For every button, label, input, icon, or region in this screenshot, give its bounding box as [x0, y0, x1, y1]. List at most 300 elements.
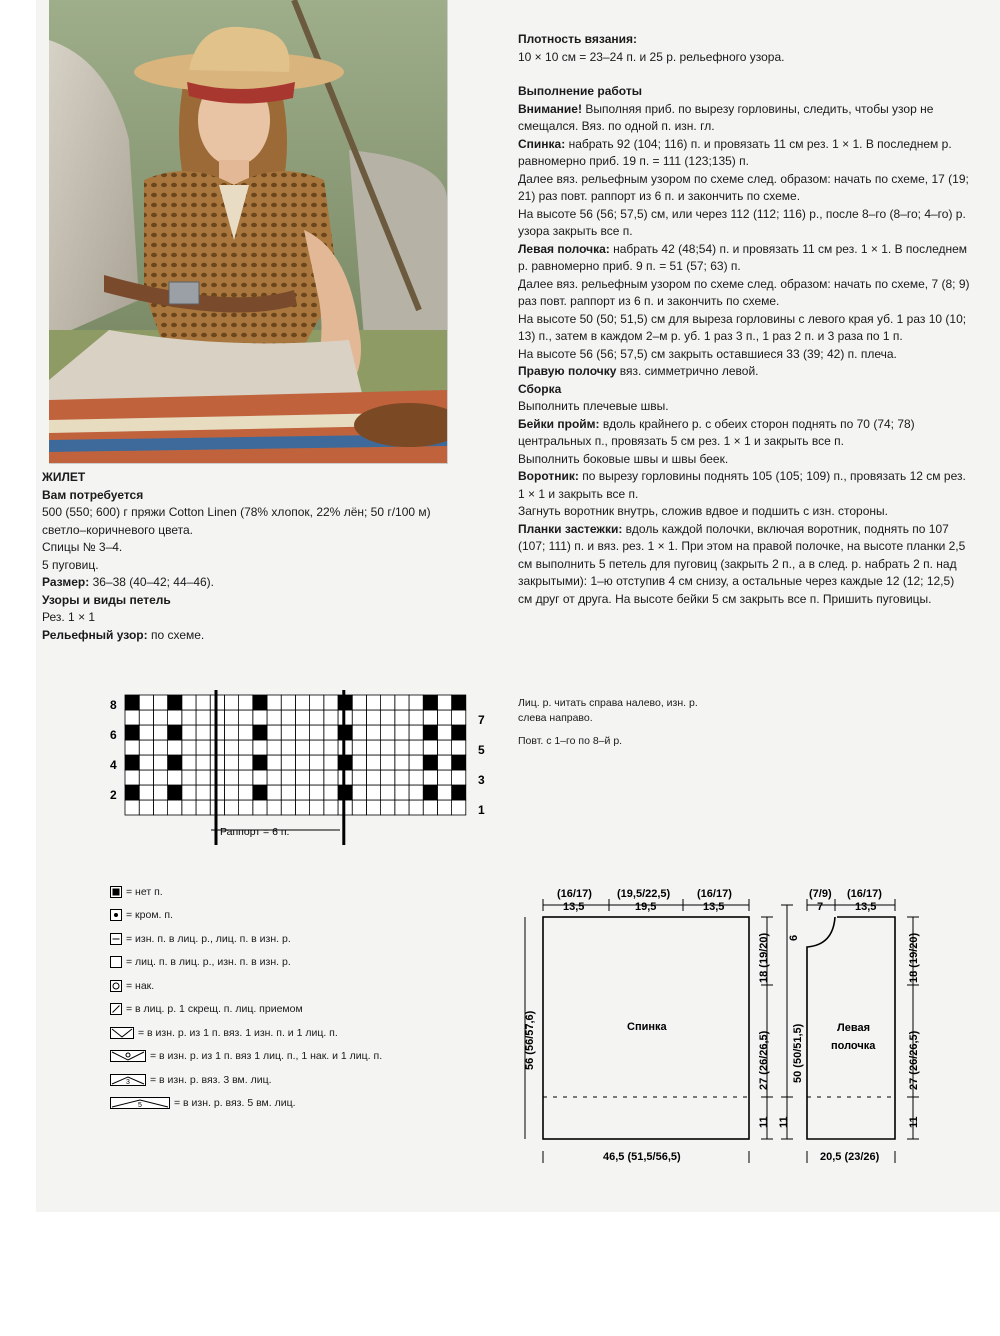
chart-cell	[139, 740, 153, 755]
front-width-dim: 20,5 (23/26)	[820, 1151, 880, 1163]
assembly-heading: Сборка	[518, 381, 562, 396]
assembly-text: Выполнить плечевые швы.	[518, 399, 669, 413]
back-top-left-sizes: (16/17)	[557, 888, 592, 900]
chart-cell	[352, 785, 366, 800]
relief-value: по схеме.	[150, 627, 205, 642]
chart-cell	[281, 725, 295, 740]
legend-row	[110, 1021, 450, 1045]
front-total-dim: 50 (50/51,5)	[792, 1023, 804, 1083]
chart-cell	[452, 800, 466, 815]
density-text: 10 × 10 см = 23–24 п. и 25 р. рельефного узора.	[518, 49, 785, 64]
slash-square-icon	[110, 1003, 122, 1015]
chart-cell	[295, 755, 309, 770]
chart-cell	[352, 770, 366, 785]
front-low-dim: 11	[908, 1116, 920, 1128]
chart-cell	[452, 785, 466, 800]
chart-cell	[168, 695, 182, 710]
back-text: набрать 92 (104; 116) п. и провязать 11 см рез. 1 × 1. В последнем р. равномерно приб. 19 п. = 111 (123;135) п.	[518, 136, 952, 168]
chart-cell	[423, 755, 437, 770]
chart-cell	[437, 695, 451, 710]
chart-cell	[224, 695, 238, 710]
chart-cell	[153, 800, 167, 815]
chart-cell	[423, 695, 437, 710]
legend-text: = в изн. р. из 1 п. вяз 1 лиц. п., 1 нак. и 1 лиц. п.	[150, 1050, 383, 1063]
chart-cell	[182, 755, 196, 770]
placket-label: Планки застежки:	[518, 521, 623, 536]
chart-cell	[324, 755, 338, 770]
size-label: Размер:	[42, 575, 90, 589]
svg-text:5: 5	[138, 1102, 142, 1110]
chart-cell	[352, 710, 366, 725]
chart-cell	[267, 755, 281, 770]
front-top-a-sizes: (7/9)	[809, 888, 832, 900]
chart-cell	[409, 755, 423, 770]
armhole-label: Бейки пройм:	[518, 416, 600, 431]
row-number-1: 1	[478, 803, 485, 817]
chart-cell	[295, 800, 309, 815]
chart-cell	[437, 785, 451, 800]
chart-cell	[437, 725, 451, 740]
chart-cell	[267, 725, 281, 740]
legend-row	[110, 998, 450, 1022]
chart-cell	[437, 770, 451, 785]
chart-cell	[239, 710, 253, 725]
chart-cell	[423, 740, 437, 755]
chart-cell	[253, 770, 267, 785]
chart-cell	[168, 785, 182, 800]
back-mid-dim: 27 (26/26,5)	[758, 1030, 770, 1090]
chart-cell	[168, 725, 182, 740]
three-dec-shape-icon	[110, 1074, 146, 1086]
chart-cell	[366, 800, 380, 815]
chart-cell	[139, 725, 153, 740]
armhole-paragraph	[518, 416, 970, 451]
chart-cell	[281, 770, 295, 785]
row-number-5: 5	[478, 743, 485, 757]
left-front-text: набрать 42 (48;54) п. и провязать 11 см рез. 1 × 1. В последнем р. равномерно приб. 9 п. = 51 (57; 63) п.	[518, 241, 968, 273]
chart-cell	[295, 740, 309, 755]
chart-cell	[423, 725, 437, 740]
row-number-8: 8	[110, 698, 117, 712]
five-dec-shape-icon	[110, 1097, 170, 1109]
chart-cell	[381, 785, 395, 800]
chart-cell	[409, 740, 423, 755]
knitting-chart-grid	[105, 690, 505, 850]
chart-cell	[381, 695, 395, 710]
chart-cell	[168, 770, 182, 785]
chart-cell	[182, 800, 196, 815]
chart-cell	[281, 740, 295, 755]
side-seams-text: Выполнить боковые швы и швы беек.	[518, 451, 729, 466]
chart-cell	[224, 770, 238, 785]
legend-text: = в лиц. р. 1 скрещ. п. лиц. приемом	[126, 1003, 303, 1016]
chart-cell	[366, 710, 380, 725]
chart-cell	[168, 800, 182, 815]
legend-text: = в изн. р. из 1 п. вяз. 1 изн. п. и 1 лиц. п.	[138, 1026, 338, 1039]
chart-cell	[452, 740, 466, 755]
back-top-right-value: 13,5	[703, 901, 725, 913]
relief-label: Рельефный узор:	[42, 627, 148, 642]
chart-cell	[409, 785, 423, 800]
chart-cell	[139, 800, 153, 815]
legend-row	[110, 904, 450, 928]
chart-cell	[452, 770, 466, 785]
size-line	[42, 574, 462, 592]
front-top-a-value: 7	[817, 901, 824, 913]
needles-text: Спицы № 3–4.	[42, 540, 123, 554]
chart-cell	[168, 755, 182, 770]
chart-cell	[153, 770, 167, 785]
legend-row	[110, 927, 450, 951]
chart-cell	[239, 725, 253, 740]
right-text-column	[518, 31, 970, 608]
chart-cell	[281, 695, 295, 710]
chart-cell	[452, 710, 466, 725]
placket-text: вдоль каждой полочки, включая воротник, поднять по 107 (107; 111) п. и вяз. рез. 1 × 1. При этом на правой полочке, на высоте планки 2,5 см выполнить 5 петель для пуговиц (закрыть 2 п., а в след. р. набрать 2 п. над закрытыми): 1–ю отступив 4 см снизу, а остальные через каждые 12 (12; 12,5) см друг от друга. На высоте бейки 5 см закрыть все п. Пришить пуговицы.	[518, 521, 966, 606]
chart-cell	[196, 770, 210, 785]
chart-cell	[125, 770, 139, 785]
chart-cell	[310, 800, 324, 815]
chart-cell	[437, 710, 451, 725]
chart-cell	[224, 710, 238, 725]
chart-cell	[281, 785, 295, 800]
chart-cell	[395, 800, 409, 815]
left-front-text-2: Далее вяз. рельефным узором по схеме след. образом: начать по схеме, 7 (8; 9) раз повт. раппорт из 6 п. и закончить по схеме.	[518, 276, 970, 308]
chart-cell	[437, 740, 451, 755]
legend-row	[110, 1068, 450, 1092]
chart-cell	[224, 725, 238, 740]
chart-cell	[239, 785, 253, 800]
back-low-dim: 11	[758, 1116, 770, 1128]
row-number-7: 7	[478, 713, 485, 727]
placket-paragraph	[518, 521, 970, 609]
legend-row	[110, 951, 450, 975]
chart-cell	[324, 800, 338, 815]
back-text-2: Далее вяз. рельефным узором по схеме след. образом: начать по схеме, 17 (19; 21) раз повт. раппорт из 6 п. и закончить по схеме.	[518, 171, 969, 203]
right-front-text: вяз. симметрично левой.	[619, 364, 759, 378]
front-mid-dim: 27 (26/26,5)	[908, 1030, 920, 1090]
chart-notes	[518, 696, 818, 749]
chart-cell	[381, 755, 395, 770]
chart-cell	[310, 725, 324, 740]
chart-cell	[196, 725, 210, 740]
chart-cell	[253, 740, 267, 755]
chart-cell	[253, 755, 267, 770]
size-value: 36–38 (40–42; 44–46).	[92, 575, 214, 589]
chart-cell	[125, 800, 139, 815]
attention-text: Выполняя приб. по вырезу горловины, следить, чтобы узор не смещался. Вяз. по одной п. изн. гл.	[518, 101, 934, 133]
chart-cell	[366, 785, 380, 800]
left-front-paragraph	[518, 241, 970, 276]
chart-cell	[381, 770, 395, 785]
chart-cell	[253, 695, 267, 710]
chart-cell	[125, 755, 139, 770]
collar-paragraph	[518, 468, 970, 503]
buttons-text: 5 пуговиц.	[42, 557, 99, 572]
repeat-label: Раппорт = 6 п.	[220, 826, 290, 838]
chart-cell	[324, 740, 338, 755]
chart-cell	[310, 755, 324, 770]
chart-cell	[452, 755, 466, 770]
chart-cell	[423, 800, 437, 815]
back-label: Спинка:	[518, 136, 566, 151]
chart-cell	[437, 800, 451, 815]
chart-cell	[310, 695, 324, 710]
armhole-text: вдоль крайнего р. с обеих сторон поднять по 70 (74; 78) центральных п., провязать 5 см рез. 1 × 1 и закрыть все п.	[518, 416, 915, 448]
chart-cell	[153, 710, 167, 725]
legend-row	[110, 974, 450, 998]
legend-row	[110, 1092, 450, 1116]
row-number-6: 6	[110, 728, 117, 742]
materials-text: 500 (550; 600) г пряжи Cotton Linen (78% хлопок, 22% лён; 50 г/100 м) светло–коричневого цвета.	[42, 505, 431, 537]
front-neck-dim: 6	[788, 934, 800, 941]
right-front-paragraph	[518, 363, 970, 381]
chart-cell	[295, 785, 309, 800]
patterns-heading: Узоры и виды петель	[42, 592, 171, 607]
chart-cell	[267, 740, 281, 755]
chart-cell	[324, 785, 338, 800]
front-top-b-value: 13,5	[855, 901, 877, 913]
chart-cell	[139, 785, 153, 800]
back-piece-label: Спинка	[627, 1021, 667, 1033]
legend-text: = нак.	[126, 979, 155, 992]
pattern-title: ЖИЛЕТ	[42, 470, 86, 484]
row-number-2: 2	[110, 788, 117, 802]
legend-text: = кром. п.	[126, 909, 173, 922]
chart-cell	[310, 740, 324, 755]
empty-square-icon	[110, 956, 122, 968]
v-wide-shape-icon	[110, 1050, 146, 1062]
read-direction-2: слева направо.	[518, 712, 593, 724]
front-piece-label-1: Левая	[837, 1022, 870, 1034]
chart-cell	[267, 800, 281, 815]
chart-cell	[281, 755, 295, 770]
chart-cell	[267, 785, 281, 800]
chart-cell	[139, 770, 153, 785]
chart-cell	[310, 710, 324, 725]
left-front-text-3: На высоте 50 (50; 51,5) см для выреза горловины с левого края уб. 1 раз 10 (10; 13) п., затем в каждом 2–м р. уб. 1 раз 3 п., 1 раз 2 п. и 3 раза по 1 п.	[518, 311, 967, 343]
garment-schematic	[515, 875, 935, 1175]
chart-cell	[196, 800, 210, 815]
chart-cell	[409, 770, 423, 785]
read-direction-1: Лиц. р. читать справа налево, изн. р.	[518, 697, 698, 709]
chart-cell	[125, 740, 139, 755]
chart-cell	[409, 695, 423, 710]
chart-cell	[182, 770, 196, 785]
chart-cell	[253, 710, 267, 725]
symbol-legend	[110, 880, 450, 1115]
chart-cell	[196, 710, 210, 725]
circle-square-icon	[110, 980, 122, 992]
chart-cell	[281, 710, 295, 725]
legend-row	[110, 880, 450, 904]
schematic-drawing	[515, 875, 935, 1175]
chart-cell	[295, 770, 309, 785]
chart-cell	[182, 695, 196, 710]
chart-cell	[153, 755, 167, 770]
chart-cell	[295, 695, 309, 710]
chart-cell	[196, 740, 210, 755]
back-height-dim: 56 (56/57,6)	[524, 1010, 536, 1070]
chart-cell	[182, 710, 196, 725]
chart-cell	[239, 695, 253, 710]
chart-cell	[125, 785, 139, 800]
chart-cell	[324, 725, 338, 740]
chart-cell	[366, 755, 380, 770]
chart-cell	[352, 800, 366, 815]
chart-cell	[182, 725, 196, 740]
back-top-mid-value: 19,5	[635, 901, 657, 913]
chart-cell	[153, 725, 167, 740]
chart-cell	[139, 695, 153, 710]
chart-cell	[395, 725, 409, 740]
collar-text: по вырезу горловины поднять 105 (105; 109) п., провязать 12 см рез. 1 × 1 и закрыть все п.	[518, 469, 966, 501]
chart-cell	[153, 785, 167, 800]
left-front-text-4: На высоте 56 (56; 57,5) см закрыть оставшиеся 33 (39; 42) п. плеча.	[518, 346, 897, 361]
front-piece-label-2: полочка	[831, 1040, 876, 1052]
back-top-left-value: 13,5	[563, 901, 585, 913]
collar-label: Воротник:	[518, 469, 579, 483]
chart-cell	[224, 785, 238, 800]
chart-cell	[395, 770, 409, 785]
dash-square-icon	[110, 933, 122, 945]
work-heading: Выполнение работы	[518, 84, 642, 98]
chart-cell	[253, 725, 267, 740]
right-front-label: Правую полочку	[518, 364, 617, 378]
chart-cell	[324, 710, 338, 725]
chart-cell	[224, 755, 238, 770]
black-square-icon	[110, 886, 122, 898]
repeat-rows-note: Повт. с 1–го по 8–й р.	[518, 735, 623, 747]
chart-cell	[423, 710, 437, 725]
chart-cell	[168, 710, 182, 725]
chart-cell	[224, 740, 238, 755]
chart-cell	[452, 695, 466, 710]
chart-cell	[196, 695, 210, 710]
chart-cell	[310, 770, 324, 785]
chart-cell	[310, 785, 324, 800]
chart-cell	[153, 695, 167, 710]
chart-cell	[366, 770, 380, 785]
svg-text:3: 3	[126, 1078, 130, 1086]
back-width-dim: 46,5 (51,5/56,5)	[603, 1151, 681, 1163]
chart-cell	[139, 710, 153, 725]
model-photo	[49, 0, 448, 464]
chart-cell	[295, 725, 309, 740]
chart-cell	[125, 725, 139, 740]
chart-cell	[239, 800, 253, 815]
legend-text: = изн. п. в лиц. р., лиц. п. в изн. р.	[126, 932, 291, 945]
chart-cell	[452, 725, 466, 740]
attention-paragraph	[518, 101, 970, 136]
chart-cell	[381, 710, 395, 725]
chart-cell	[239, 770, 253, 785]
chart-cell	[182, 785, 196, 800]
left-text-column	[42, 469, 462, 644]
chart-cell	[239, 755, 253, 770]
back-upper-dim: 18 (19/20)	[758, 932, 770, 983]
relief-line	[42, 627, 462, 645]
chart-cell	[381, 725, 395, 740]
chart-cell	[196, 755, 210, 770]
chart-cell	[366, 695, 380, 710]
chart-cell	[409, 800, 423, 815]
chart-cell	[125, 710, 139, 725]
back-text-3: На высоте 56 (56; 57,5) см, или через 112 (112; 116) р., после 8–го (8–го; 4–го) р. узора закрыть все п.	[518, 206, 966, 238]
chart-cell	[253, 800, 267, 815]
legend-text: = лиц. п. в лиц. р., изн. п. в изн. р.	[126, 956, 291, 969]
front-low-left-dim: 11	[778, 1116, 790, 1128]
chart-cell	[395, 695, 409, 710]
materials-heading: Вам потребуется	[42, 487, 144, 502]
chart-cell	[267, 695, 281, 710]
chart-cell	[324, 695, 338, 710]
chart-cell	[224, 800, 238, 815]
front-upper-dim: 18 (19/20)	[908, 932, 920, 983]
knitting-chart	[105, 690, 505, 850]
chart-cell	[281, 800, 295, 815]
chart-cell	[295, 710, 309, 725]
collar-text-2: Загнуть воротник внутрь, сложив вдвое и подшить с изн. стороны.	[518, 504, 888, 518]
chart-cell	[395, 710, 409, 725]
chart-cell	[267, 770, 281, 785]
chart-cell	[366, 725, 380, 740]
rib-text: Рез. 1 × 1	[42, 610, 96, 624]
chart-cell	[381, 740, 395, 755]
chart-cell	[352, 725, 366, 740]
chart-cell	[437, 755, 451, 770]
density-heading: Плотность вязания:	[518, 32, 638, 46]
back-top-mid-sizes: (19,5/22,5)	[617, 888, 671, 900]
chart-cell	[409, 710, 423, 725]
back-top-right-sizes: (16/17)	[697, 888, 732, 900]
row-number-3: 3	[478, 773, 485, 787]
chart-cell	[352, 695, 366, 710]
left-front-label: Левая полочка:	[518, 241, 610, 256]
chart-cell	[125, 695, 139, 710]
chart-cell	[381, 800, 395, 815]
chart-cell	[239, 740, 253, 755]
chart-cell	[139, 755, 153, 770]
chart-cell	[423, 770, 437, 785]
legend-text: = нет п.	[126, 885, 163, 898]
chart-cell	[395, 740, 409, 755]
chart-cell	[253, 785, 267, 800]
chart-cell	[352, 755, 366, 770]
front-top-b-sizes: (16/17)	[847, 888, 882, 900]
v-shape-icon	[110, 1027, 134, 1039]
legend-row	[110, 1045, 450, 1069]
chart-cell	[366, 740, 380, 755]
attention-label: Внимание!	[518, 101, 582, 116]
chart-cell	[196, 785, 210, 800]
back-paragraph	[518, 136, 970, 171]
chart-cell	[395, 755, 409, 770]
chart-cell	[395, 785, 409, 800]
chart-cell	[267, 710, 281, 725]
dot-square-icon	[110, 909, 122, 921]
chart-cell	[423, 785, 437, 800]
legend-text: = в изн. р. вяз. 5 вм. лиц.	[174, 1097, 296, 1110]
chart-cell	[324, 770, 338, 785]
chart-cell	[409, 725, 423, 740]
chart-cell	[168, 740, 182, 755]
chart-cell	[153, 740, 167, 755]
chart-cell	[182, 740, 196, 755]
legend-text: = в изн. р. вяз. 3 вм. лиц.	[150, 1073, 272, 1086]
chart-cell	[352, 740, 366, 755]
row-number-4: 4	[110, 758, 117, 772]
